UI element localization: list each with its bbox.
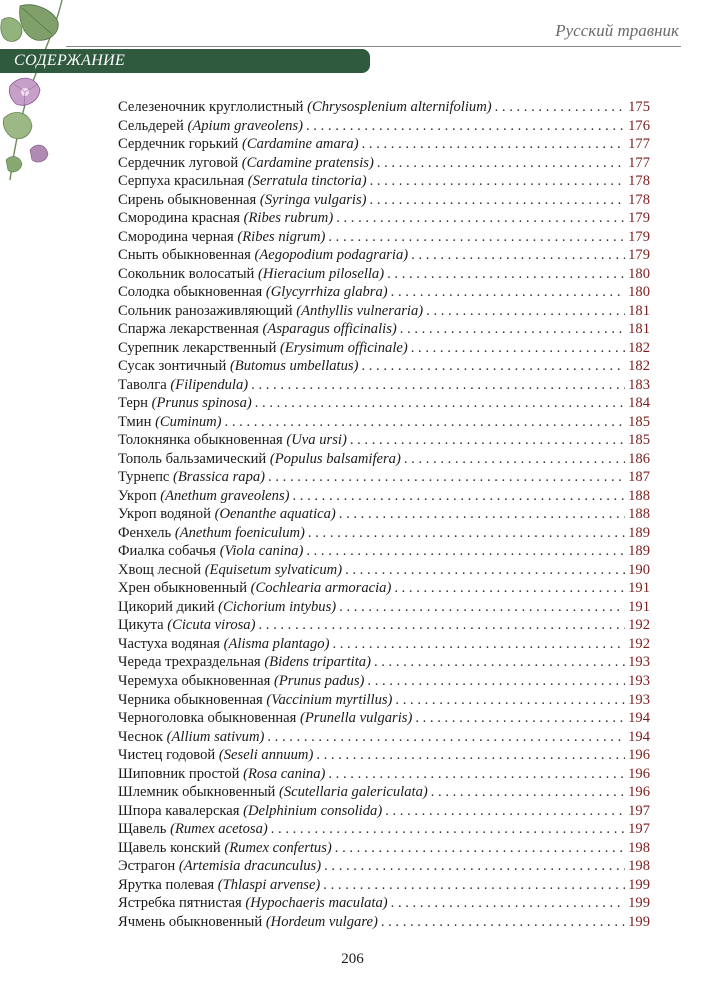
plant-name: Солодка обыкновенная <box>118 284 263 301</box>
dot-leader <box>251 376 625 395</box>
plant-name: Сердечник горький <box>118 136 239 153</box>
toc-entry <box>118 579 391 598</box>
dot-leader <box>385 802 625 821</box>
dot-leader <box>323 876 625 895</box>
plant-name: Шпора кавалерская <box>118 802 240 819</box>
latin-name: (Hordeum vulgare) <box>265 913 378 930</box>
toc-page-number: 176 <box>628 117 650 134</box>
latin-name: (Artemisia dracunculus) <box>178 858 322 875</box>
toc-entry <box>118 783 428 802</box>
toc-entry <box>118 450 401 469</box>
toc-row[interactable] <box>118 357 650 376</box>
latin-name: (Cichorium intybus) <box>218 598 337 615</box>
plant-name: Эстрагон <box>118 858 176 875</box>
dot-leader <box>431 783 625 802</box>
toc-entry <box>118 635 329 654</box>
toc-row[interactable] <box>118 765 650 784</box>
toc-row[interactable] <box>118 635 650 654</box>
plant-name: Сусак зонтичный <box>118 358 227 375</box>
plant-name: Щавель <box>118 821 167 838</box>
toc-page-number: 179 <box>628 210 650 227</box>
toc-page-number: 190 <box>628 561 650 578</box>
plant-name: Смородина красная <box>118 210 240 227</box>
toc-entry <box>118 746 313 765</box>
dot-leader <box>362 135 626 154</box>
toc-row[interactable] <box>118 172 650 191</box>
toc-row[interactable] <box>118 98 650 117</box>
botanical-illustration <box>0 0 80 200</box>
plant-name: Шиповник простой <box>118 765 240 782</box>
toc-row[interactable] <box>118 191 650 210</box>
toc-row[interactable] <box>118 672 650 691</box>
plant-name: Шлемник обыкновенный <box>118 784 276 801</box>
toc-row[interactable] <box>118 246 650 265</box>
toc-page-number: 178 <box>628 191 650 208</box>
latin-name: (Prunus padus) <box>273 672 365 689</box>
dot-leader <box>306 117 625 136</box>
dot-leader <box>225 413 626 432</box>
plant-name: Цикута <box>118 617 164 634</box>
dot-leader <box>336 209 625 228</box>
plant-name: Цикорий дикий <box>118 598 215 615</box>
latin-name: (Glycyrrhiza glabra) <box>265 284 388 301</box>
plant-name: Турнепс <box>118 469 170 486</box>
dot-leader <box>426 302 625 321</box>
toc-page-number: 184 <box>628 395 650 412</box>
dot-leader <box>361 357 625 376</box>
toc-row[interactable] <box>118 468 650 487</box>
toc-entry <box>118 339 408 358</box>
latin-name: (Cardamine pratensis) <box>241 154 374 171</box>
toc-row[interactable] <box>118 302 650 321</box>
latin-name: (Filipendula) <box>170 376 249 393</box>
plant-name: Таволга <box>118 376 167 393</box>
toc-row[interactable] <box>118 894 650 913</box>
toc-entry <box>118 598 336 617</box>
toc-entry <box>118 357 358 376</box>
dot-leader <box>268 468 625 487</box>
toc-entry <box>118 802 382 821</box>
plant-name: Укроп <box>118 487 157 504</box>
toc-page-number: 192 <box>628 617 650 634</box>
toc-entry <box>118 320 397 339</box>
dot-leader <box>328 765 625 784</box>
dot-leader <box>339 598 625 617</box>
dot-leader <box>267 728 625 747</box>
table-of-contents <box>118 98 650 931</box>
toc-entry <box>118 709 412 728</box>
toc-entry <box>118 413 222 432</box>
latin-name: (Scutellaria galericulata) <box>278 784 428 801</box>
latin-name: (Anethum foeniculum) <box>174 524 305 541</box>
toc-row[interactable] <box>118 265 650 284</box>
latin-name: (Ribes rubrum) <box>243 210 334 227</box>
plant-name: Сныть обыкновенная <box>118 247 251 264</box>
latin-name: (Cochlearia armoracia) <box>250 580 392 597</box>
toc-entry <box>118 839 332 858</box>
latin-name: (Vaccinium myrtillus) <box>266 691 393 708</box>
toc-entry <box>118 857 321 876</box>
toc-entry <box>118 894 388 913</box>
toc-row[interactable] <box>118 283 650 302</box>
latin-name: (Chrysosplenium alternifolium) <box>307 99 492 115</box>
toc-row[interactable] <box>118 746 650 765</box>
toc-entry <box>118 394 252 413</box>
plant-name: Спаржа лекарственная <box>118 321 259 338</box>
toc-page-number: 178 <box>628 173 650 190</box>
latin-name: (Cicuta virosa) <box>167 617 256 634</box>
toc-page-number: 199 <box>628 876 650 893</box>
toc-row[interactable] <box>118 913 650 932</box>
plant-name: Сирень обыкновенная <box>118 191 257 208</box>
latin-name: (Aegopodium podagraria) <box>254 247 409 264</box>
toc-page-number: 193 <box>628 654 650 671</box>
toc-row[interactable] <box>118 505 650 524</box>
latin-name: (Ribes nigrum) <box>237 228 326 245</box>
dot-leader <box>316 746 625 765</box>
latin-name: (Erysimum officinale) <box>280 339 408 356</box>
toc-entry <box>118 524 305 543</box>
book-title: Русский травник <box>555 21 679 40</box>
dot-leader <box>335 839 625 858</box>
plant-name: Селезеночник круглолистный <box>118 99 304 115</box>
toc-entry <box>118 154 374 173</box>
toc-entry <box>118 913 378 932</box>
toc-page-number: 180 <box>628 265 650 282</box>
dot-leader <box>394 579 625 598</box>
toc-row[interactable] <box>118 487 650 506</box>
toc-page-number: 192 <box>628 635 650 652</box>
toc-row[interactable] <box>118 653 650 672</box>
plant-name: Частуха водяная <box>118 635 220 652</box>
latin-name: (Butomus umbellatus) <box>229 358 359 375</box>
latin-name: (Bidens tripartita) <box>264 654 371 671</box>
dot-leader <box>339 505 625 524</box>
toc-page-number: 179 <box>628 228 650 245</box>
dot-leader <box>495 98 626 117</box>
plant-name: Чистец годовой <box>118 747 216 764</box>
toc-page-number: 199 <box>628 895 650 912</box>
plant-name: Черника обыкновенная <box>118 691 263 708</box>
toc-entry <box>118 98 492 117</box>
toc-row[interactable] <box>118 228 650 247</box>
toc-page-number: 179 <box>628 247 650 264</box>
plant-name: Сольник ранозаживляющий <box>118 302 293 319</box>
toc-row[interactable] <box>118 579 650 598</box>
toc-page-number: 185 <box>628 432 650 449</box>
toc-entry <box>118 765 325 784</box>
plant-name: Сердечник луговой <box>118 154 239 171</box>
toc-page-number: 193 <box>628 691 650 708</box>
toc-page-number: 189 <box>628 524 650 541</box>
plant-name: Черноголовка обыкновенная <box>118 710 297 727</box>
plant-name: Хвощ лесной <box>118 561 202 578</box>
dot-leader <box>308 524 625 543</box>
latin-name: (Syringa vulgaris) <box>259 191 367 208</box>
latin-name: (Rosa canina) <box>243 765 326 782</box>
toc-row[interactable] <box>118 542 650 561</box>
dot-leader <box>391 894 625 913</box>
toc-page-number: 196 <box>628 747 650 764</box>
toc-entry <box>118 191 367 210</box>
toc-entry <box>118 135 359 154</box>
dot-leader <box>271 820 625 839</box>
header-rule <box>66 46 681 47</box>
latin-name: (Oenanthe aquatica) <box>214 506 336 523</box>
dot-leader <box>415 709 625 728</box>
plant-name: Череда трехраздельная <box>118 654 261 671</box>
plant-name: Сурепник лекарственный <box>118 339 277 356</box>
dot-leader <box>258 616 625 635</box>
toc-page-number: 177 <box>628 136 650 153</box>
toc-entry <box>118 691 392 710</box>
toc-page-number: 182 <box>628 339 650 356</box>
latin-name: (Delphinium consolida) <box>243 802 383 819</box>
toc-entry <box>118 653 371 672</box>
toc-entry <box>118 820 268 839</box>
latin-name: (Seseli annuum) <box>218 747 314 764</box>
plant-name: Смородина черная <box>118 228 234 245</box>
toc-row[interactable] <box>118 783 650 802</box>
plant-name: Чеснок <box>118 728 163 745</box>
toc-page-number: 197 <box>628 802 650 819</box>
latin-name: (Rumex confertus) <box>224 839 332 856</box>
latin-name: (Serratula tinctoria) <box>247 173 367 190</box>
toc-page-number: 187 <box>628 469 650 486</box>
toc-page-number: 175 <box>628 99 650 115</box>
toc-row[interactable] <box>118 820 650 839</box>
plant-name: Черемуха обыкновенная <box>118 672 271 689</box>
latin-name: (Populus balsamifera) <box>269 450 401 467</box>
toc-page-number: 194 <box>628 728 650 745</box>
dot-leader <box>345 561 625 580</box>
toc-page-number: 198 <box>628 858 650 875</box>
latin-name: (Uva ursi) <box>286 432 347 449</box>
dot-leader <box>332 635 625 654</box>
plant-name: Толокнянка обыкновенная <box>118 432 283 449</box>
toc-entry <box>118 616 255 635</box>
latin-name: (Allium sativum) <box>166 728 265 745</box>
latin-name: (Hypochaeris maculata) <box>245 895 388 912</box>
dot-leader <box>400 320 625 339</box>
latin-name: (Prunella vulgaris) <box>300 710 413 727</box>
plant-name: Сельдерей <box>118 117 184 134</box>
toc-page-number: 180 <box>628 284 650 301</box>
dot-leader <box>404 450 625 469</box>
toc-entry <box>118 209 333 228</box>
dot-leader <box>306 542 625 561</box>
toc-page-number: 193 <box>628 672 650 689</box>
section-band <box>0 49 370 73</box>
toc-page-number: 185 <box>628 413 650 430</box>
toc-row[interactable] <box>118 561 650 580</box>
toc-entry <box>118 561 342 580</box>
dot-leader <box>370 172 626 191</box>
latin-name: (Prunus spinosa) <box>151 395 252 412</box>
plant-name: Укроп водяной <box>118 506 211 523</box>
toc-row[interactable] <box>118 394 650 413</box>
toc-row[interactable] <box>118 117 650 136</box>
latin-name: (Thlaspi arvense) <box>217 876 321 893</box>
dot-leader <box>350 431 625 450</box>
toc-row[interactable] <box>118 709 650 728</box>
toc-entry <box>118 302 423 321</box>
dot-leader <box>411 339 625 358</box>
latin-name: (Viola canina) <box>219 543 304 560</box>
toc-row[interactable] <box>118 616 650 635</box>
toc-page-number: 196 <box>628 765 650 782</box>
plant-name: Тополь бальзамический <box>118 450 267 467</box>
plant-name: Тмин <box>118 413 152 430</box>
page-number: 206 <box>341 951 364 967</box>
section-title: СОДЕРЖАНИЕ <box>14 52 126 69</box>
toc-page-number: 181 <box>628 302 650 319</box>
dot-leader <box>395 691 625 710</box>
latin-name: (Alisma plantago) <box>223 635 330 652</box>
toc-entry <box>118 876 320 895</box>
toc-entry <box>118 542 303 561</box>
toc-row[interactable] <box>118 209 650 228</box>
toc-page-number: 188 <box>628 487 650 504</box>
dot-leader <box>377 154 625 173</box>
toc-entry <box>118 117 303 136</box>
dot-leader <box>328 228 625 247</box>
toc-row[interactable] <box>118 154 650 173</box>
dot-leader <box>374 653 625 672</box>
toc-entry <box>118 431 347 450</box>
latin-name: (Hieracium pilosella) <box>258 265 385 282</box>
toc-page-number: 181 <box>628 321 650 338</box>
toc-row[interactable] <box>118 857 650 876</box>
toc-page-number: 186 <box>628 450 650 467</box>
toc-entry <box>118 487 289 506</box>
toc-entry <box>118 246 408 265</box>
plant-name: Ястребка пятнистая <box>118 895 242 912</box>
toc-row[interactable] <box>118 839 650 858</box>
plant-name: Сокольник волосатый <box>118 265 255 282</box>
plant-name: Фенхель <box>118 524 172 541</box>
toc-row[interactable] <box>118 728 650 747</box>
toc-entry <box>118 672 364 691</box>
plant-name: Серпуха красильная <box>118 173 245 190</box>
dot-leader <box>370 191 626 210</box>
toc-entry <box>118 228 325 247</box>
toc-entry <box>118 265 384 284</box>
dot-leader <box>255 394 625 413</box>
toc-entry <box>118 728 264 747</box>
dot-leader <box>391 283 625 302</box>
toc-page-number: 191 <box>628 598 650 615</box>
toc-page-number: 197 <box>628 821 650 838</box>
toc-row[interactable] <box>118 376 650 395</box>
latin-name: (Cardamine amara) <box>241 136 359 153</box>
toc-page-number: 198 <box>628 839 650 856</box>
toc-row[interactable] <box>118 339 650 358</box>
toc-row[interactable] <box>118 876 650 895</box>
toc-row[interactable] <box>118 413 650 432</box>
toc-entry <box>118 468 265 487</box>
plant-name: Терн <box>118 395 148 412</box>
plant-name: Ячмень обыкновенный <box>118 913 263 930</box>
plant-name: Щавель конский <box>118 839 221 856</box>
toc-row[interactable] <box>118 691 650 710</box>
latin-name: (Cuminum) <box>155 413 222 430</box>
latin-name: (Rumex acetosa) <box>170 821 268 838</box>
toc-row[interactable] <box>118 524 650 543</box>
toc-page-number: 183 <box>628 376 650 393</box>
plant-name: Ярутка полевая <box>118 876 215 893</box>
toc-row[interactable] <box>118 431 650 450</box>
toc-entry <box>118 505 336 524</box>
latin-name: (Equisetum sylvaticum) <box>204 561 343 578</box>
dot-leader <box>292 487 625 506</box>
dot-leader <box>387 265 625 284</box>
dot-leader <box>324 857 625 876</box>
plant-name: Хрен обыкновенный <box>118 580 248 597</box>
toc-entry <box>118 172 367 191</box>
toc-page-number: 194 <box>628 710 650 727</box>
toc-row[interactable] <box>118 450 650 469</box>
toc-entry <box>118 376 248 395</box>
latin-name: (Anethum graveolens) <box>160 487 290 504</box>
toc-page-number: 191 <box>628 580 650 597</box>
toc-page-number: 188 <box>628 506 650 523</box>
dot-leader <box>381 913 625 932</box>
latin-name: (Asparagus officinalis) <box>262 321 397 338</box>
toc-row[interactable] <box>118 802 650 821</box>
toc-row[interactable] <box>118 598 650 617</box>
toc-page-number: 177 <box>628 154 650 171</box>
toc-entry <box>118 283 388 302</box>
latin-name: (Apium graveolens) <box>187 117 303 134</box>
toc-page-number: 189 <box>628 543 650 560</box>
dot-leader <box>367 672 625 691</box>
toc-row[interactable] <box>118 320 650 339</box>
plant-name: Фиалка собачья <box>118 543 217 560</box>
latin-name: (Brassica rapa) <box>173 469 266 486</box>
toc-page-number: 199 <box>628 913 650 930</box>
latin-name: (Anthyllis vulneraria) <box>296 302 424 319</box>
dot-leader <box>411 246 625 265</box>
toc-page-number: 196 <box>628 784 650 801</box>
toc-row[interactable] <box>118 135 650 154</box>
toc-page-number: 182 <box>628 358 650 375</box>
